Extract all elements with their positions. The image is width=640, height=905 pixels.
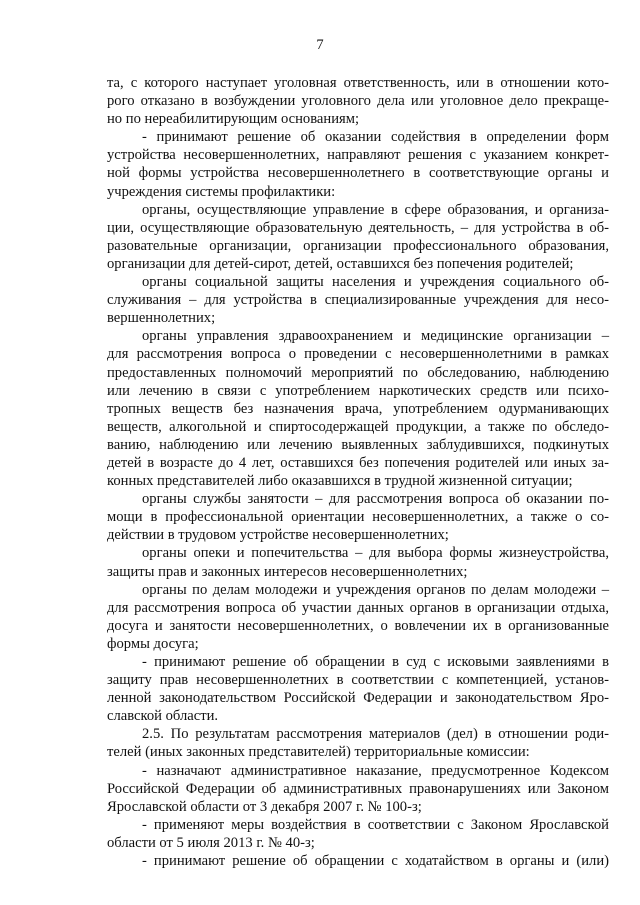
body-text — [107, 74, 609, 870]
text-line: - принимают решение об обращении в суд с исковыми заявлениями в — [142, 654, 609, 670]
text-line: досуга и занятости несовершеннолетних, о вовлечении их в организованные — [107, 617, 609, 634]
text-line: области от 5 июля 2013 г. № 40-з; — [107, 834, 315, 851]
text-line: органы управления здравоохранением и медицинские организации – — [142, 328, 609, 345]
text-line: славской области. — [107, 708, 219, 725]
text-line: - назначают административное наказание, предусмотренное Кодексом — [142, 762, 609, 779]
text-line: организации для детей-сирот, детей, оставшихся без попечения родителей; — [107, 255, 574, 272]
text-line: защиту прав несовершеннолетних в соответствии с компетенцией, установ- — [107, 672, 609, 689]
text-line: для рассмотрения вопроса о проведении с несовершеннолетними в рамках — [107, 346, 609, 363]
text-line: ции, осуществляющие образовательную деятельность, – для устройства в об- — [107, 219, 609, 236]
text-line: - принимают решение об оказании содействия в определении форм — [142, 129, 609, 146]
text-line: служивания – для устройства в специализированные учреждения для несо- — [107, 292, 609, 309]
text-line: но по нереабилитирующим основаниям; — [107, 111, 360, 128]
text-line: разовательные организации, организации профессионального образования, — [107, 237, 609, 254]
text-line: веществ, алкогольной и спиртосодержащей продукции, а также по обследо- — [107, 418, 609, 435]
text-line: 2.5. По результатам рассмотрения материалов (дел) в отношении роди- — [142, 726, 609, 743]
text-line: органы, осуществляющие управление в сфере образования, и организа- — [142, 201, 609, 218]
text-line: предоставленных полномочий мероприятий по обследованию, наблюдению — [107, 364, 609, 381]
text-line: мощи в профессиональной ориентации несовершеннолетних, а также о со- — [107, 509, 609, 526]
text-line: детей в возрасте до 4 лет, оставшихся без попечения родителей или иных за- — [107, 454, 609, 471]
text-line: Российской Федерации об административных правонарушениях или Законом — [107, 780, 609, 797]
text-line: телей (иных законных представителей) территориальные комиссии: — [107, 744, 530, 761]
text-line: ленной законодательством Российской Федерации и законодательством Яро- — [107, 690, 609, 707]
text-line: - применяют меры воздействия в соответствии с Законом Ярославской — [142, 816, 609, 833]
text-line: защиты прав и законных интересов несовершеннолетних; — [107, 563, 468, 580]
text-line: конных представителей либо оказавшихся в трудной жизненной ситуации; — [107, 473, 573, 490]
text-line: вершеннолетних; — [107, 310, 216, 327]
text-line: Ярославской области от 3 декабря 2007 г. № 100-з; — [107, 798, 422, 815]
text-line: органы социальной защиты населения и учреждения социального об- — [142, 274, 609, 291]
text-line: органы службы занятости – для рассмотрения вопроса об оказании по- — [142, 491, 609, 508]
text-line: тропных веществ без назначения врача, употреблением одурманивающих — [107, 400, 609, 417]
text-line: та, с которого наступает уголовная ответственность, или в отношении кото- — [107, 75, 609, 91]
text-line: формы досуга; — [107, 635, 199, 652]
text-line: устройства несовершеннолетних, направляют решения с указанием конкрет- — [107, 147, 609, 164]
text-line: рого отказано в возбуждении уголовного дела или уголовное дело прекраще- — [107, 93, 609, 110]
text-line: для рассмотрения вопроса об участии данных органов в организации отдыха, — [107, 599, 609, 616]
text-line: действии в трудовом устройстве несовершеннолетних; — [107, 527, 449, 544]
text-line: учреждения системы профилактики: — [107, 183, 336, 200]
text-line: органы по делам молодежи и учреждения органов по делам молодежи – — [142, 581, 609, 598]
text-line: ванию, наблюдению или лечению выявленных заблудившихся, подкинутых — [107, 436, 609, 453]
page-number: 7 — [316, 37, 324, 53]
text-line: ной формы устройства несовершеннолетнего в соответствующие органы и — [107, 165, 609, 182]
text-line: - принимают решение об обращении с ходатайством в органы и (или) — [142, 853, 609, 870]
text-line: или лечению в связи с употреблением наркотических средств или психо- — [107, 382, 609, 399]
text-line: органы опеки и попечительства – для выбора формы жизнеустройства, — [142, 545, 609, 562]
